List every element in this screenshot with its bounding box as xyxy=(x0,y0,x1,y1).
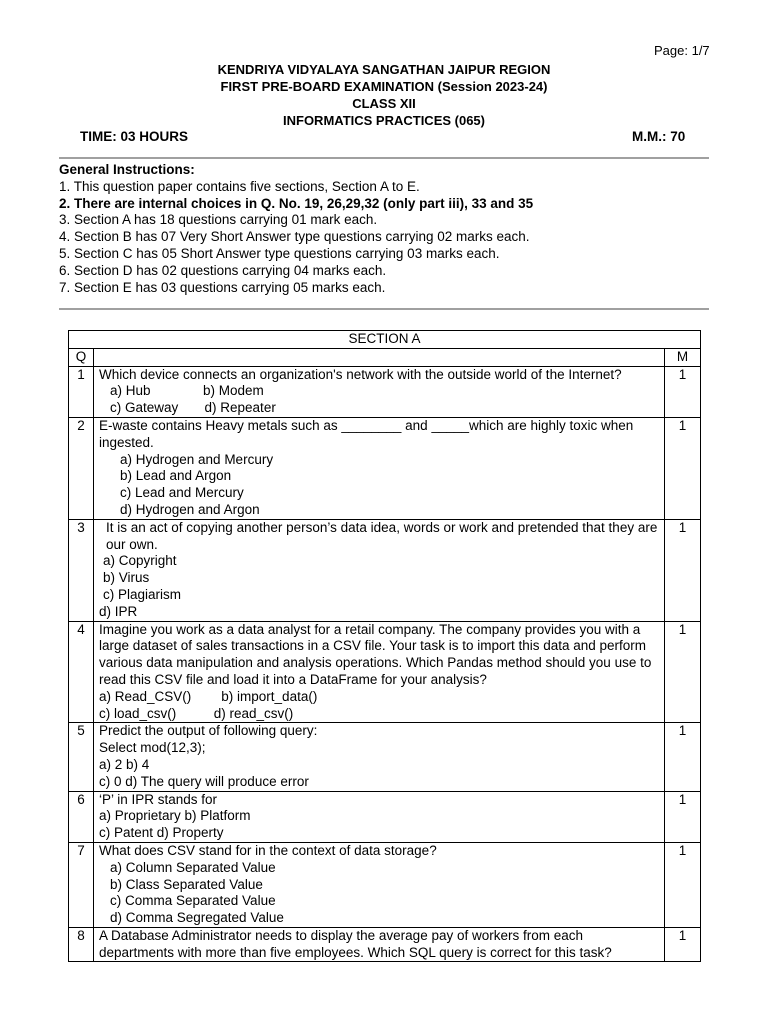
max-marks: M.M.: 70 xyxy=(632,129,686,144)
question-option: Select mod(12,3); xyxy=(99,740,206,756)
question-text: Imagine you work as a data analyst for a retail company. The company provides you with a large dataset of sales transactions in a CSV file. Your task is to import this data and perform various data manipulation and analysis operations. Which Pandas method should you use to read this CSV file and load it into a DataFrame for your analysis? xyxy=(99,621,652,687)
divider-top xyxy=(59,157,709,159)
section-header-row xyxy=(69,331,701,349)
header-organization: KENDRIYA VIDYALAYA SANGATHAN JAIPUR REGION xyxy=(217,62,551,77)
question-option: a) Hub b) Modem xyxy=(110,383,264,399)
question-body xyxy=(94,842,665,927)
question-text: It is an act of copying another person’s data idea, words or work and pretended that they are our own. xyxy=(106,519,658,552)
question-option: c) Patent d) Property xyxy=(99,825,224,841)
question-marks: 1 xyxy=(665,791,701,842)
table-row xyxy=(69,723,701,791)
general-instructions xyxy=(59,162,533,296)
question-option: b) Lead and Argon xyxy=(120,468,232,484)
question-body xyxy=(94,621,665,723)
column-marks: M xyxy=(665,348,701,366)
question-body xyxy=(94,519,665,621)
question-option: a) Read_CSV() b) import_data() xyxy=(99,688,318,704)
table-row xyxy=(69,519,701,621)
instruction-item: 4. Section B has 07 Very Short Answer type questions carrying 02 marks each. xyxy=(59,229,530,245)
question-text: E-waste contains Heavy metals such as ________ and _____which are highly toxic when ingested. xyxy=(99,417,634,450)
question-marks: 1 xyxy=(665,417,701,519)
question-body xyxy=(94,723,665,791)
page-number: Page: 1/7 xyxy=(654,43,710,58)
table-row xyxy=(69,621,701,723)
question-option: c) Lead and Mercury xyxy=(120,485,244,501)
question-body xyxy=(94,417,665,519)
question-option: d) Comma Segregated Value xyxy=(110,910,284,926)
question-option: b) Virus xyxy=(103,570,150,586)
header-class: CLASS XII xyxy=(352,96,416,111)
question-option: b) Class Separated Value xyxy=(110,876,263,892)
table-row xyxy=(69,842,701,927)
question-body xyxy=(94,366,665,417)
questions-table xyxy=(68,330,701,962)
header-exam-title: FIRST PRE-BOARD EXAMINATION (Session 2023-24) xyxy=(220,79,548,94)
column-header-row xyxy=(69,348,701,366)
table-row xyxy=(69,366,701,417)
question-option: a) 2 b) 4 xyxy=(99,756,150,772)
table-row xyxy=(69,417,701,519)
column-question xyxy=(94,348,665,366)
question-option: c) Comma Separated Value xyxy=(110,893,276,909)
question-marks: 1 xyxy=(665,621,701,723)
question-number: 4 xyxy=(69,621,94,723)
instruction-item: 2. There are internal choices in Q. No. 19, 26,29,32 (only part iii), 33 and 35 xyxy=(59,195,534,211)
question-text: A Database Administrator needs to display the average pay of workers from each departments with more than five employees. Which SQL query is correct for this task? xyxy=(99,927,612,960)
question-text: Predict the output of following query: xyxy=(99,723,318,739)
question-option: a) Hydrogen and Mercury xyxy=(120,451,274,467)
question-option: a) Proprietary b) Platform xyxy=(99,808,251,824)
question-text: What does CSV stand for in the context of data storage? xyxy=(99,842,437,858)
divider-bottom xyxy=(59,308,709,310)
column-q: Q xyxy=(69,348,94,366)
instruction-item: 6. Section D has 02 questions carrying 04 marks each. xyxy=(59,262,387,278)
question-body xyxy=(94,927,665,962)
question-option: c) Gateway d) Repeater xyxy=(110,400,276,416)
question-marks: 1 xyxy=(665,366,701,417)
instruction-item: 5. Section C has 05 Short Answer type questions carrying 03 marks each. xyxy=(59,245,500,261)
question-number: 5 xyxy=(69,723,94,791)
question-number: 1 xyxy=(69,366,94,417)
question-option: a) Column Separated Value xyxy=(110,859,276,875)
instruction-item: 1. This question paper contains five sections, Section A to E. xyxy=(59,178,420,194)
question-option: a) Copyright xyxy=(103,553,177,569)
question-option: c) 0 d) The query will produce error xyxy=(99,773,309,789)
section-title: SECTION A xyxy=(69,331,701,349)
question-option: d) IPR xyxy=(99,603,138,619)
instruction-item: 3. Section A has 18 questions carrying 01 mark each. xyxy=(59,212,378,228)
instructions-title: General Instructions: xyxy=(59,162,195,177)
question-number: 2 xyxy=(69,417,94,519)
header-subject: INFORMATICS PRACTICES (065) xyxy=(283,113,485,128)
question-option: c) Plagiarism xyxy=(103,586,182,602)
question-text: Which device connects an organization's network with the outside world of the Internet? xyxy=(99,366,622,382)
question-body xyxy=(94,791,665,842)
question-number: 7 xyxy=(69,842,94,927)
question-marks: 1 xyxy=(665,842,701,927)
table-row xyxy=(69,927,701,962)
question-number: 6 xyxy=(69,791,94,842)
question-marks: 1 xyxy=(665,519,701,621)
instruction-item: 7. Section E has 03 questions carrying 05 marks each. xyxy=(59,279,386,295)
exam-time: TIME: 03 HOURS xyxy=(80,129,189,144)
question-option: c) load_csv() d) read_csv() xyxy=(99,705,294,721)
question-marks: 1 xyxy=(665,723,701,791)
table-row xyxy=(69,791,701,842)
question-number: 3 xyxy=(69,519,94,621)
question-marks: 1 xyxy=(665,927,701,962)
question-option: d) Hydrogen and Argon xyxy=(120,501,260,517)
question-text: ‘P’ in IPR stands for xyxy=(99,791,218,807)
question-number: 8 xyxy=(69,927,94,962)
